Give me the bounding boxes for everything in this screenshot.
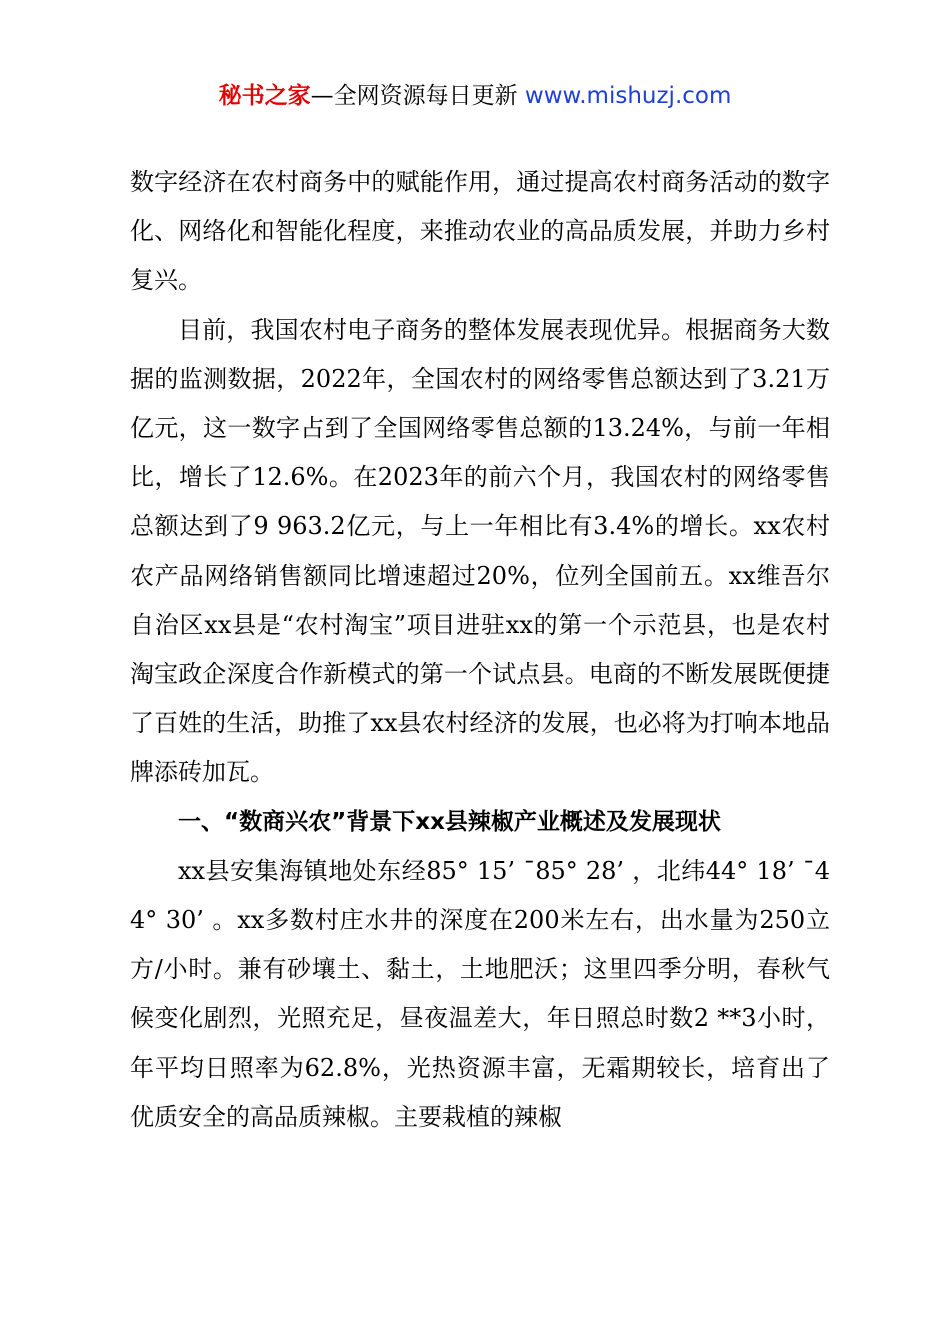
paragraph-ecommerce-overview: 目前，我国农村电子商务的整体发展表现优异。根据商务大数据的监测数据，2022年，全国农村的网络零售总额达到了3.21万亿元，这一数字占到了全国网络零售总额的13.24%，与前一年相比，增长了12.6%。在2023年的前六个月，我国农村的网络零售总额达到了9 963.2亿元，与上一年相比有3.4%的增长。xx农村农产品网络销售额同比增速超过20%，位列全国前五。xx维吾尔自治区xx县是“农村淘宝”项目进驻xx的第一个示范县，也是农村淘宝政企深度合作新模式的第一个试点县。电商的不断发展既便捷了百姓的生活，助推了xx县农村经济的发展，也必将为打响本地品牌添砖加瓦。	[130, 315, 830, 787]
document-body	[130, 158, 830, 1142]
paragraph-continuation: 数字经济在农村商务中的赋能作用，通过提高农村商务活动的数字化、网络化和智能化程度，来推动农业的高品质发展，并助力乡村复兴。	[130, 168, 830, 295]
paragraph-geography: xx县安集海镇地处东经85° 15’ ¯85° 28’ ，北纬44° 18’ ¯44° 30’ 。xx多数村庄水井的深度在200米左右，出水量为250立方/小时。兼有砂壤土、黏土，土地肥沃；这里四季分明，春秋气候变化剧烈，光照充足，昼夜温差大，年日照总时数2 **3小时，年平均日照率为62.8%，光热资源丰富，无霜期较长，培育出了优质安全的高品质辣椒。主要栽植的辣椒	[130, 856, 830, 1131]
header-tagline: —全网资源每日更新	[310, 83, 525, 109]
website-link[interactable]: www.mishuzj.com	[524, 83, 732, 109]
brand-name: 秘书之家	[218, 83, 311, 109]
section-heading: 一、“数商兴农”背景下xx县辣椒产业概述及发展现状	[178, 808, 721, 835]
page-header	[0, 78, 950, 114]
